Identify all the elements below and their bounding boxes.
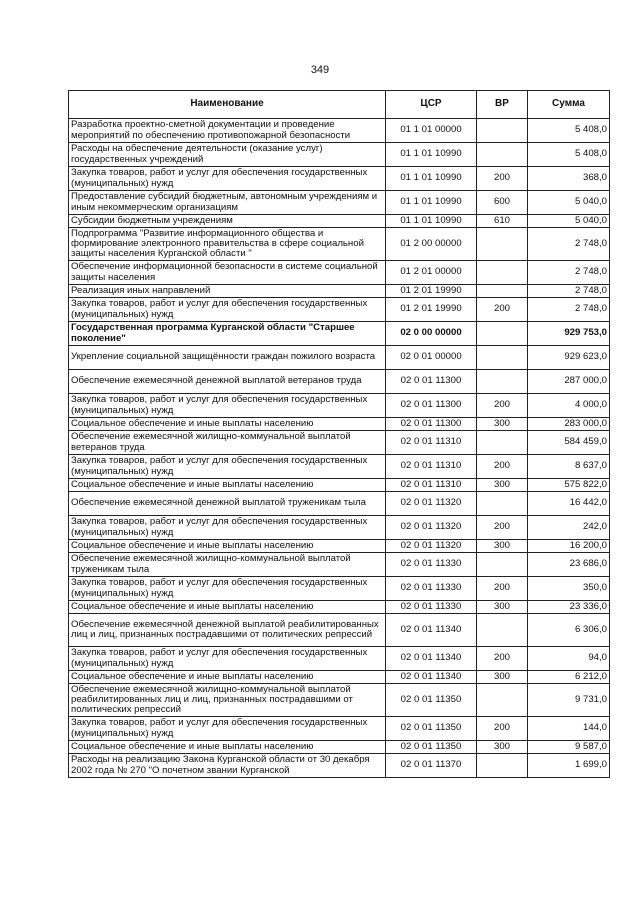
row-name: Социальное обеспечение и иные выплаты населению [69,671,386,684]
row-csr: 02 0 01 11330 [386,577,477,601]
row-csr: 01 2 01 00000 [386,261,477,285]
row-vr: 300 [477,540,528,553]
table-row [69,143,610,167]
row-sum: 575 822,0 [528,479,610,492]
row-csr: 02 0 00 00000 [386,322,477,346]
row-name: Социальное обеспечение и иные выплаты населению [69,601,386,614]
row-vr: 610 [477,215,528,228]
row-vr [477,754,528,778]
row-vr: 200 [477,167,528,191]
row-vr: 200 [477,577,528,601]
row-vr: 600 [477,191,528,215]
row-sum: 9 587,0 [528,741,610,754]
row-csr: 02 0 01 11300 [386,418,477,431]
table-row [69,492,610,516]
row-name: Обеспечение ежемесячной жилищно-коммунальной выплатой труженикам тыла [69,553,386,577]
row-vr: 200 [477,516,528,540]
row-csr: 01 1 01 10990 [386,143,477,167]
row-name: Обеспечение ежемесячной денежной выплатой труженикам тыла [69,492,386,516]
table-row [69,298,610,322]
table-row [69,418,610,431]
row-vr [477,119,528,143]
row-csr: 02 0 01 11350 [386,717,477,741]
row-name: Социальное обеспечение и иные выплаты населению [69,418,386,431]
row-vr [477,322,528,346]
row-name: Реализация иных направлений [69,285,386,298]
row-csr: 02 0 01 11300 [386,370,477,394]
table-row [69,754,610,778]
table-header-row [69,91,610,119]
row-csr: 01 1 01 10990 [386,215,477,228]
row-vr: 200 [477,455,528,479]
row-sum: 287 000,0 [528,370,610,394]
header-name: Наименование [69,91,386,119]
row-sum: 16 200,0 [528,540,610,553]
row-vr [477,684,528,717]
table-row [69,647,610,671]
table-row [69,741,610,754]
row-csr: 01 2 01 19990 [386,298,477,322]
table-row [69,540,610,553]
row-name: Разработка проектно-сметной документации и проведение мероприятий по обеспечению противопожарной безопасности [69,119,386,143]
row-vr [477,370,528,394]
row-vr [477,492,528,516]
row-vr: 200 [477,298,528,322]
row-sum: 8 637,0 [528,455,610,479]
row-vr [477,553,528,577]
table-row [69,516,610,540]
table-row [69,261,610,285]
row-vr [477,346,528,370]
row-name: Социальное обеспечение и иные выплаты населению [69,479,386,492]
row-csr: 02 0 01 11330 [386,553,477,577]
table-row [69,455,610,479]
row-sum: 1 699,0 [528,754,610,778]
row-sum: 144,0 [528,717,610,741]
row-name: Закупка товаров, работ и услуг для обеспечения государственных (муниципальных) нужд [69,577,386,601]
row-name: Закупка товаров, работ и услуг для обеспечения государственных (муниципальных) нужд [69,394,386,418]
row-csr: 01 1 01 10990 [386,191,477,215]
row-name: Обеспечение ежемесячной жилищно-коммунальной выплатой ветеранов труда [69,431,386,455]
row-vr [477,143,528,167]
row-name: Обеспечение ежемесячной денежной выплатой реабилитированных лиц и лиц, признанных пострадавшими от политических репрессий [69,614,386,647]
table-row [69,601,610,614]
row-name: Обеспечение информационной безопасности в системе социальной защиты населения [69,261,386,285]
row-sum: 5 040,0 [528,215,610,228]
row-vr: 200 [477,647,528,671]
row-vr: 200 [477,717,528,741]
header-sum: Сумма [528,91,610,119]
row-vr [477,261,528,285]
row-sum: 6 212,0 [528,671,610,684]
row-sum: 368,0 [528,167,610,191]
table-row [69,370,610,394]
budget-table [68,90,610,778]
row-sum: 6 306,0 [528,614,610,647]
row-name: Социальное обеспечение и иные выплаты населению [69,741,386,754]
row-vr: 300 [477,671,528,684]
table-row [69,717,610,741]
row-vr [477,614,528,647]
page-number: 349 [310,64,330,76]
row-vr: 300 [477,418,528,431]
row-sum: 23 686,0 [528,553,610,577]
row-name: Обеспечение ежемесячной денежной выплатой ветеранов труда [69,370,386,394]
row-vr: 200 [477,394,528,418]
table-row [69,553,610,577]
row-csr: 02 0 01 11350 [386,684,477,717]
row-csr: 02 0 01 11340 [386,671,477,684]
table-row [69,394,610,418]
row-csr: 02 0 01 11320 [386,492,477,516]
row-sum: 2 748,0 [528,228,610,261]
table-row [69,285,610,298]
table-row [69,431,610,455]
row-name: Закупка товаров, работ и услуг для обеспечения государственных (муниципальных) нужд [69,167,386,191]
row-sum: 2 748,0 [528,261,610,285]
row-vr [477,431,528,455]
table-row [69,671,610,684]
row-csr: 01 1 01 10990 [386,167,477,191]
row-csr: 02 0 01 11310 [386,479,477,492]
row-name: Закупка товаров, работ и услуг для обеспечения государственных (муниципальных) нужд [69,455,386,479]
row-vr: 300 [477,479,528,492]
row-vr: 300 [477,601,528,614]
row-csr: 02 0 01 11340 [386,647,477,671]
row-name: Закупка товаров, работ и услуг для обеспечения государственных (муниципальных) нужд [69,717,386,741]
row-name: Закупка товаров, работ и услуг для обеспечения государственных (муниципальных) нужд [69,516,386,540]
table-row [69,346,610,370]
row-csr: 02 0 01 11350 [386,741,477,754]
row-name: Обеспечение ежемесячной жилищно-коммунальной выплатой реабилитированных лиц и лиц, признанных пострадавшими от политических репрессий [69,684,386,717]
row-csr: 02 0 01 11320 [386,540,477,553]
row-name: Субсидии бюджетным учреждениям [69,215,386,228]
row-csr: 02 0 01 11300 [386,394,477,418]
header-csr: ЦСР [386,91,477,119]
row-name: Социальное обеспечение и иные выплаты населению [69,540,386,553]
row-sum: 2 748,0 [528,285,610,298]
row-sum: 5 040,0 [528,191,610,215]
row-sum: 584 459,0 [528,431,610,455]
row-name: Закупка товаров, работ и услуг для обеспечения государственных (муниципальных) нужд [69,647,386,671]
row-csr: 02 0 01 11310 [386,431,477,455]
row-name: Подпрограмма "Развитие информационного общества и формирование электронного правительства в сфере социальной защиты населения Курганской области " [69,228,386,261]
row-sum: 9 731,0 [528,684,610,717]
row-sum: 23 336,0 [528,601,610,614]
row-csr: 01 2 01 19990 [386,285,477,298]
row-sum: 283 000,0 [528,418,610,431]
row-name: Расходы на реализацию Закона Курганской области от 30 декабря 2002 года № 270 "О почетном звании Курганской [69,754,386,778]
table-row [69,215,610,228]
row-sum: 929 623,0 [528,346,610,370]
table-row [69,228,610,261]
table-row [69,614,610,647]
row-name: Укрепление социальной защищённости граждан пожилого возраста [69,346,386,370]
table-row [69,577,610,601]
row-csr: 02 0 01 11310 [386,455,477,479]
row-csr: 02 0 01 11320 [386,516,477,540]
row-sum: 350,0 [528,577,610,601]
table-row [69,191,610,215]
row-vr [477,285,528,298]
row-sum: 5 408,0 [528,119,610,143]
table-row [69,119,610,143]
row-csr: 02 0 01 00000 [386,346,477,370]
header-vr: ВР [477,91,528,119]
row-sum: 16 442,0 [528,492,610,516]
row-name: Предоставление субсидий бюджетным, автономным учреждениям и иным некоммерческим организациям [69,191,386,215]
row-sum: 929 753,0 [528,322,610,346]
row-sum: 242,0 [528,516,610,540]
row-csr: 01 1 01 00000 [386,119,477,143]
table-row [69,322,610,346]
row-name: Расходы на обеспечение деятельности (оказание услуг) государственных учреждений [69,143,386,167]
row-csr: 02 0 01 11370 [386,754,477,778]
row-name: Закупка товаров, работ и услуг для обеспечения государственных (муниципальных) нужд [69,298,386,322]
row-vr: 300 [477,741,528,754]
row-sum: 4 000,0 [528,394,610,418]
table-row [69,684,610,717]
row-vr [477,228,528,261]
row-name: Государственная программа Курганской области "Старшее поколение" [69,322,386,346]
row-csr: 02 0 01 11340 [386,614,477,647]
row-sum: 94,0 [528,647,610,671]
row-csr: 02 0 01 11330 [386,601,477,614]
table-row [69,167,610,191]
row-sum: 5 408,0 [528,143,610,167]
table-row [69,479,610,492]
row-sum: 2 748,0 [528,298,610,322]
row-csr: 01 2 00 00000 [386,228,477,261]
